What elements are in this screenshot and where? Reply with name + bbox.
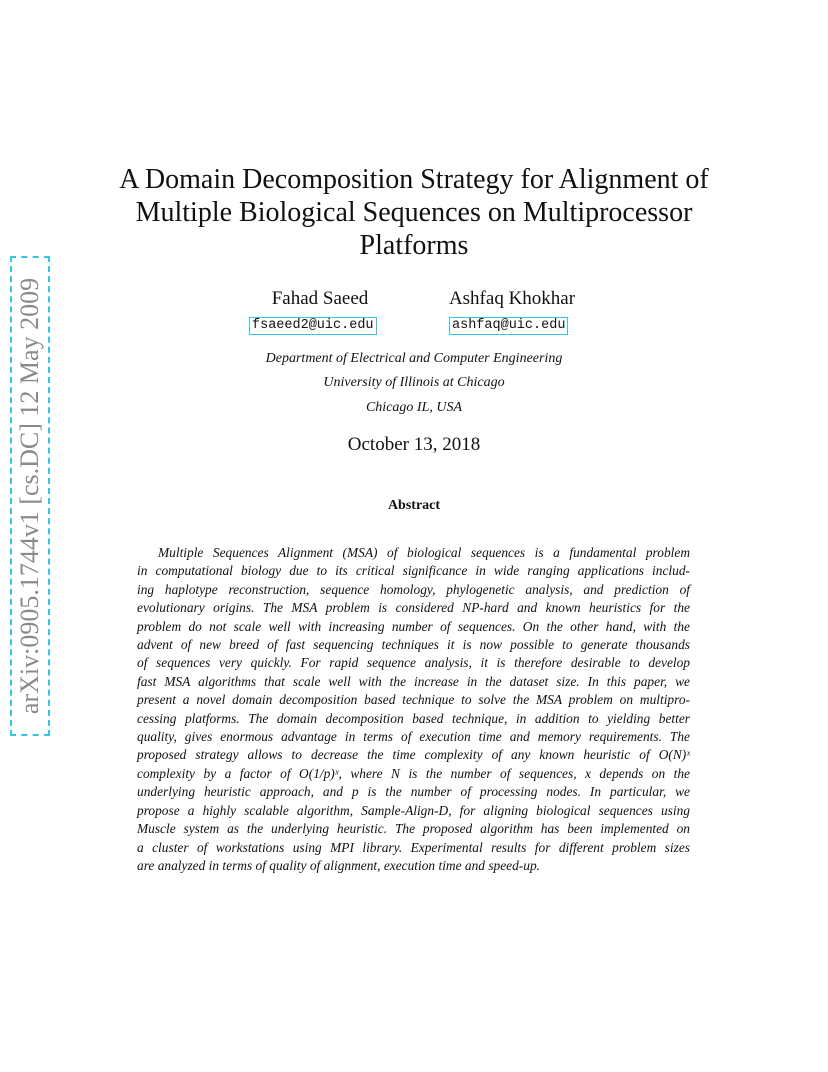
abstract-line: in computational biology due to its critical significance in wide ranging applications includ- xyxy=(137,563,690,579)
author-name-2: Ashfaq Khokhar xyxy=(448,288,576,309)
title-line: Platforms xyxy=(359,230,469,261)
abstract-line: propose a highly scalable algorithm, Sample-Align-D, for aligning biological sequences using xyxy=(137,802,690,818)
abstract-line: underlying heuristic approach, and p is the number of processing nodes. In particular, we xyxy=(137,784,690,800)
title-line: Multiple Biological Sequences on Multiprocessor xyxy=(135,197,693,228)
affiliation-university: University of Illinois at Chicago xyxy=(323,375,505,390)
abstract-line: a cluster of workstations using MPI library. Experimental results for different problem sizes xyxy=(137,839,690,855)
abstract-line: of sequences very quickly. For rapid sequence analysis, it is therefore desirable to develop xyxy=(137,655,690,671)
abstract-line: present a novel domain decomposition based technique to solve the MSA problem on multipro- xyxy=(137,692,690,708)
abstract-line: evolutionary origins. The MSA problem is considered NP-hard and known heuristics for the xyxy=(137,600,690,616)
abstract-line: fast MSA algorithms that scale well with the increase in the dataset size. In this paper, we xyxy=(137,673,690,689)
title-line: A Domain Decomposition Strategy for Alignment of xyxy=(119,164,709,195)
paper-date: October 13, 2018 xyxy=(347,434,481,455)
paper-title xyxy=(100,163,728,262)
abstract-heading: Abstract xyxy=(387,498,441,513)
arxiv-identifier-stamp[interactable]: arXiv:0905.1744v1 [cs.DC] 12 May 2009 xyxy=(10,256,50,736)
author-name-1: Fahad Saeed xyxy=(271,288,369,309)
abstract-line: complexity by a factor of O(1/p)ˣ, where N is the number of sequences, x depends on the xyxy=(137,765,690,781)
affiliation-department: Department of Electrical and Computer Engineering xyxy=(265,351,563,366)
author-email-link-1[interactable]: fsaeed2@uic.edu xyxy=(249,317,377,335)
abstract-line: problem do not scale well with increasing number of sequences. On the other hand, with the xyxy=(137,618,690,634)
abstract-line: cessing platforms. The domain decomposition based technique, in addition to yielding better xyxy=(137,710,690,726)
abstract-line: Multiple Sequences Alignment (MSA) of biological sequences is a fundamental problem xyxy=(158,545,690,560)
abstract-line: proposed strategy allows to decrease the time complexity of any known heuristic of O(N)ˣ xyxy=(137,747,690,763)
author-email-link-2[interactable]: ashfaq@uic.edu xyxy=(449,317,568,335)
abstract-body xyxy=(137,544,690,875)
abstract-line: quality, gives enormous advantage in terms of execution time and memory requirements. The xyxy=(137,729,690,745)
abstract-line: ing haplotype reconstruction, sequence homology, phylogenetic analysis, and prediction of xyxy=(137,581,690,597)
abstract-line: Muscle system as the underlying heuristic. The proposed algorithm has been implemented on xyxy=(137,821,690,837)
abstract-line: are analyzed in terms of quality of alignment, execution time and speed-up. xyxy=(137,857,541,873)
abstract-line: advent of new breed of fast sequencing techniques it is now possible to generate thousands xyxy=(137,637,690,653)
affiliation-location: Chicago IL, USA xyxy=(365,400,463,415)
